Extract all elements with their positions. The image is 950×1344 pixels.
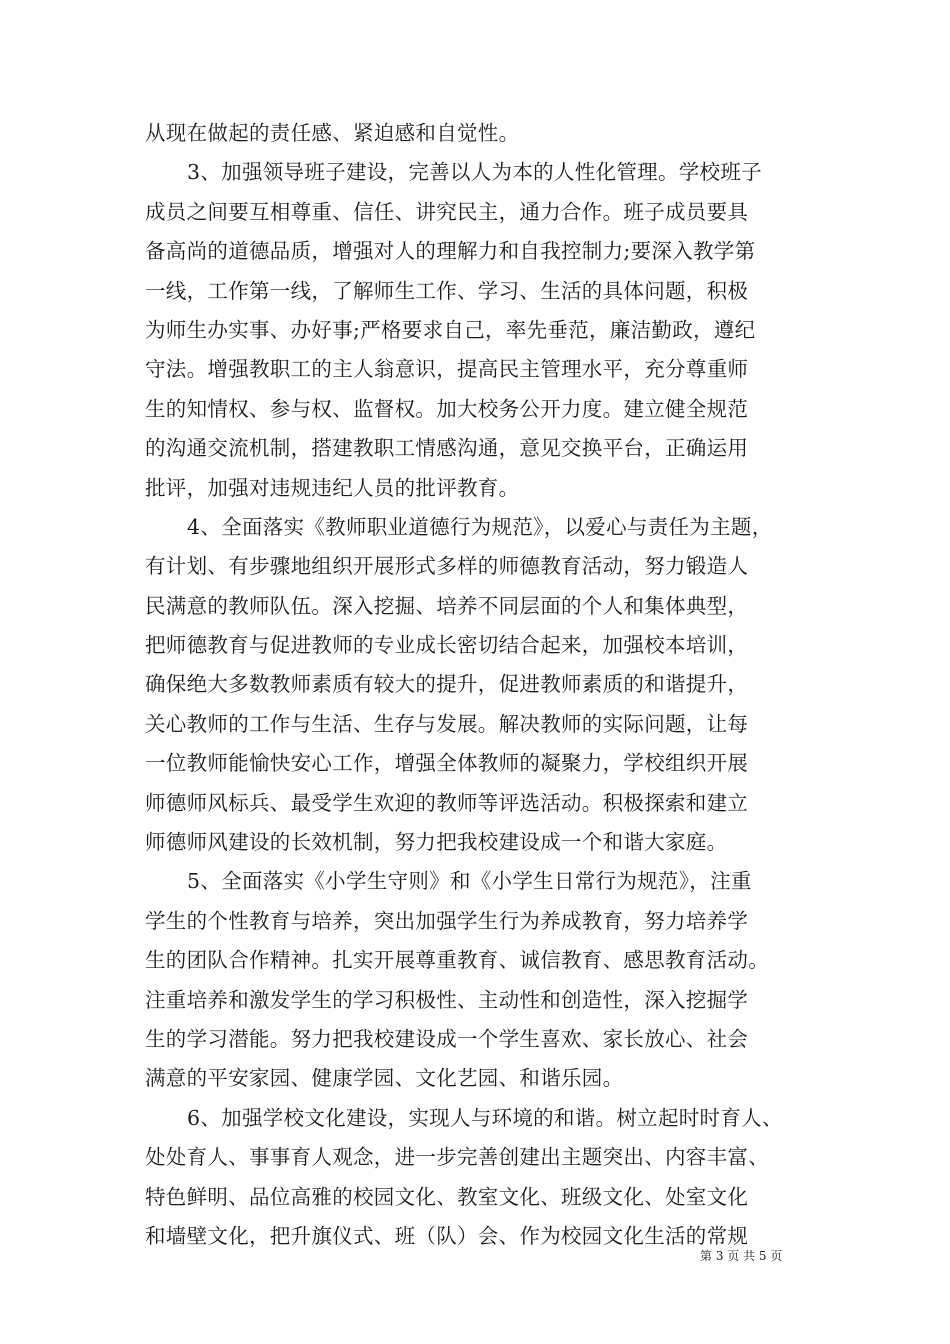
text-line: 师德师风标兵、最受学生欢迎的教师等评选活动。积极探索和建立 [145,790,749,815]
text-line: 生的知情权、参与权、监督权。加大校务公开力度。建立健全规范 [145,396,749,421]
text-line: 的沟通交流机制，搭建教职工情感沟通，意见交换平台，正确运用 [145,436,749,461]
text-line: 3、加强领导班子建设，完善以人为本的人性化管理。学校班子 [187,160,762,185]
text-line: 一线，工作第一线，了解师生工作、学习、生活的具体问题，积极 [145,278,749,303]
text-line: 特色鲜明、品位高雅的校园文化、教室文化、班级文化、处室文化 [145,1184,749,1209]
text-line: 民满意的教师队伍。深入挖掘、培养不同层面的个人和集体典型， [145,593,749,618]
text-line: 6、加强学校文化建设，实现人与环境的和谐。树立起时时育人、 [187,1105,783,1130]
text-line: 师德师风建设的长效机制，努力把我校建设成一个和谐大家庭。 [145,830,728,855]
text-line: 确保绝大多数教师素质有较大的提升，促进教师素质的和谐提升， [145,672,749,697]
text-line: 为师生办实事、办好事;严格要求自己，率先垂范，廉洁勤政，遵纪 [145,317,756,342]
page-number: 第 3 页 共 5 页 [700,1249,783,1263]
body-text [145,114,835,1256]
text-line: 处处育人、事事育人观念，进一步完善创建出主题突出、内容丰富、 [145,1145,769,1170]
text-line: 生的学习潜能。努力把我校建设成一个学生喜欢、家长放心、社会 [145,1026,749,1051]
text-line: 关心教师的工作与生活、生存与发展。解决教师的实际问题，让每 [145,711,749,736]
text-line: 生的团队合作精神。扎实开展尊重教育、诚信教育、感思教育活动。 [145,948,769,973]
text-line: 把师德教育与促进教师的专业成长密切结合起来，加强校本培训， [145,633,749,658]
text-line: 和墙壁文化，把升旗仪式、班（队）会、作为校园文化生活的常规 [145,1223,749,1248]
text-line: 学生的个性教育与培养，突出加强学生行为养成教育，努力培养学 [145,908,749,933]
text-line: 一位教师能愉快安心工作，增强全体教师的凝聚力，学校组织开展 [145,751,749,776]
text-line: 4、全面落实《教师职业道德行为规范》，以爱心与责任为主题， [187,514,773,539]
text-line: 守法。增强教职工的主人翁意识，提高民主管理水平，充分尊重师 [145,357,749,382]
text-line: 从现在做起的责任感、紧迫感和自觉性。 [145,121,520,145]
text-line: 5、全面落实《小学生守则》和《小学生日常行为规范》，注重 [187,869,752,894]
text-line: 备高尚的道德品质，增强对人的理解力和自我控制力;要深入教学第 [145,239,756,264]
text-line: 注重培养和激发学生的学习积极性、主动性和创造性，深入挖掘学 [145,987,749,1012]
text-line: 批评，加强对违规违纪人员的批评教育。 [145,475,520,500]
text-line: 成员之间要互相尊重、信任、讲究民主，通力合作。班子成员要具 [145,199,749,224]
text-line: 有计划、有步骤地组织开展形式多样的师德教育活动，努力锻造人 [145,554,749,579]
text-line: 满意的平安家园、健康学园、文化艺园、和谐乐园。 [145,1066,624,1091]
